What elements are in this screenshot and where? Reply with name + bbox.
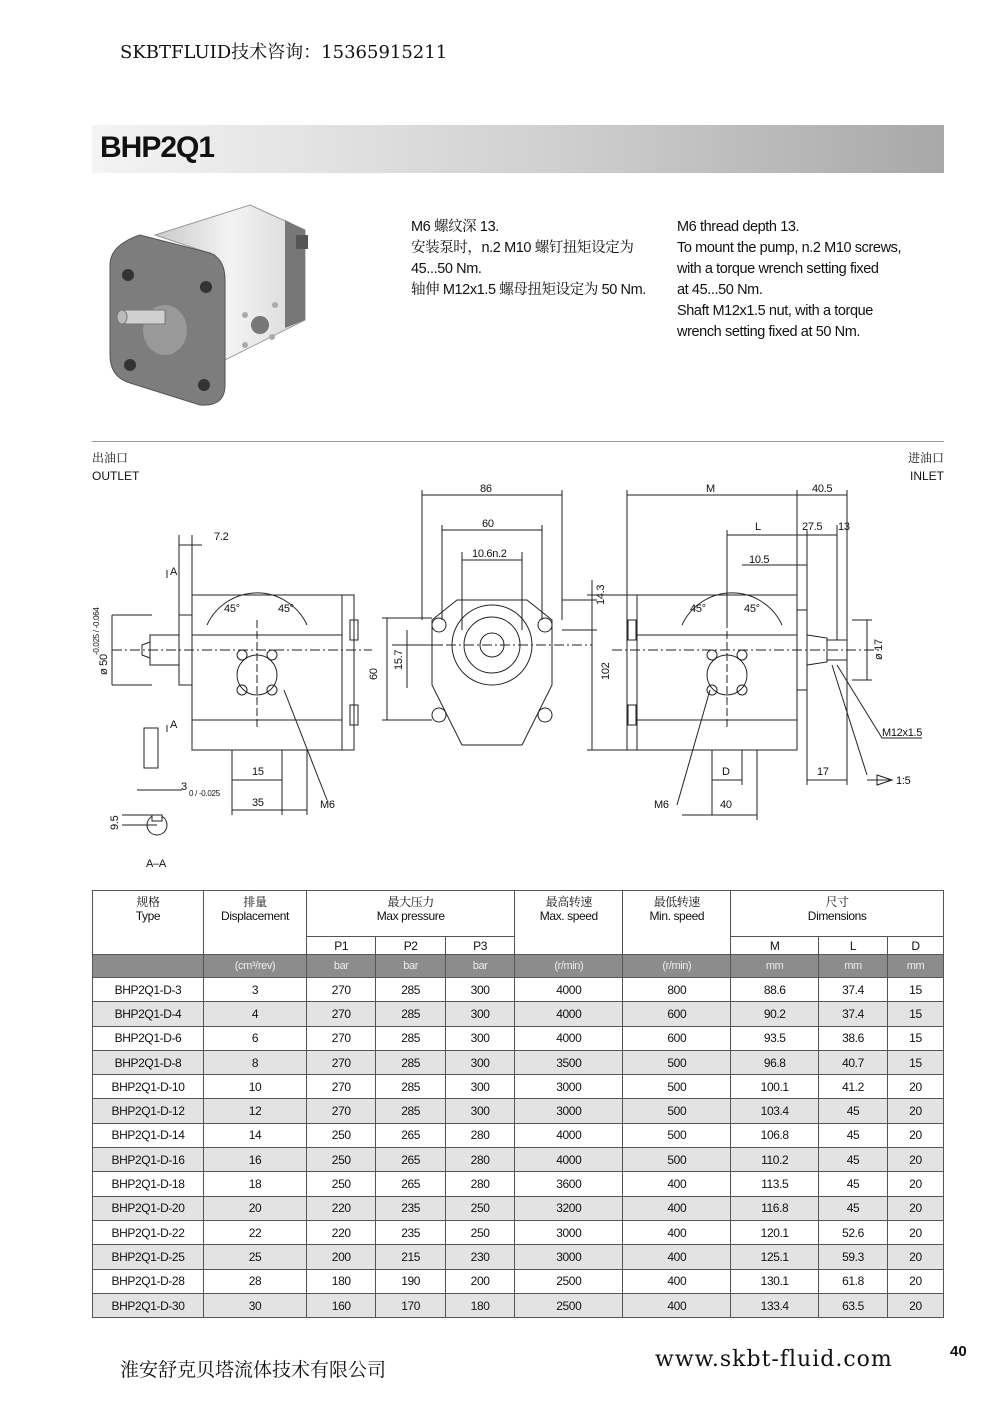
- table-row: [93, 1050, 944, 1074]
- table-cell: 20: [887, 1293, 943, 1317]
- table-cell: 800: [623, 978, 731, 1002]
- section-mark-a: A: [170, 566, 178, 578]
- note-line: Shaft M12x1.5 nut, with a torque: [677, 303, 873, 319]
- table-cell: 18: [204, 1172, 307, 1196]
- section-divider: [92, 441, 944, 442]
- table-row: [93, 1245, 944, 1269]
- dim-40-5: 40.5: [812, 483, 833, 495]
- table-cell: BHP2Q1-D-14: [93, 1123, 204, 1147]
- table-cell: 265: [376, 1172, 445, 1196]
- table-cell: 285: [376, 1050, 445, 1074]
- table-cell: 2500: [515, 1293, 623, 1317]
- table-cell: BHP2Q1-D-6: [93, 1026, 204, 1050]
- table-cell: 300: [445, 1026, 514, 1050]
- table-cell: 37.4: [819, 978, 888, 1002]
- table-cell: BHP2Q1-D-12: [93, 1099, 204, 1123]
- section-label: A–A: [146, 858, 166, 870]
- table-cell: 59.3: [819, 1245, 888, 1269]
- inlet-cn: 进油口: [907, 451, 944, 465]
- table-cell: 45: [819, 1172, 888, 1196]
- table-cell: 500: [623, 1148, 731, 1172]
- unit-cell: bar: [376, 955, 445, 978]
- table-cell: 285: [376, 1099, 445, 1123]
- table-cell: 22: [204, 1220, 307, 1244]
- dim-35: 35: [252, 797, 264, 809]
- table-cell: BHP2Q1-D-28: [93, 1269, 204, 1293]
- dim-m: M: [706, 483, 715, 495]
- table-cell: BHP2Q1-D-4: [93, 1002, 204, 1026]
- col-l: L: [819, 937, 888, 955]
- col-p1: P1: [307, 937, 376, 955]
- dim-13: 13: [838, 521, 850, 533]
- table-cell: 285: [376, 1002, 445, 1026]
- table-cell: 4000: [515, 1123, 623, 1147]
- dim-86: 86: [480, 483, 492, 495]
- dim-15: 15: [252, 766, 264, 778]
- table-cell: 285: [376, 978, 445, 1002]
- col-p3: P3: [445, 937, 514, 955]
- table-cell: 61.8: [819, 1269, 888, 1293]
- table-cell: 280: [445, 1148, 514, 1172]
- table-cell: 8: [204, 1050, 307, 1074]
- table-cell: 14: [204, 1123, 307, 1147]
- table-cell: 4000: [515, 1148, 623, 1172]
- table-cell: 20: [887, 1148, 943, 1172]
- dim-l: L: [755, 521, 761, 533]
- note-line: 安装泵时，n.2 M10 螺钉扭矩设定为: [411, 240, 634, 256]
- page-number: 40: [950, 1343, 967, 1360]
- footer-url[interactable]: www.skbt-fluid.com: [655, 1347, 893, 1372]
- table-row: [93, 1148, 944, 1172]
- table-cell: 400: [623, 1196, 731, 1220]
- unit-cell: mm: [731, 955, 819, 978]
- table-cell: 93.5: [731, 1026, 819, 1050]
- table-cell: 220: [307, 1196, 376, 1220]
- shaft-tolerance: -0.025 / -0.064: [92, 607, 101, 655]
- table-cell: 160: [307, 1293, 376, 1317]
- table-cell: 250: [307, 1123, 376, 1147]
- dim-60-width: 60: [482, 518, 494, 530]
- unit-cell: bar: [445, 955, 514, 978]
- table-cell: 20: [887, 1099, 943, 1123]
- header-contact: SKBTFLUID技术咨询：15365915211: [120, 42, 448, 63]
- table-cell: 10: [204, 1075, 307, 1099]
- dim-27-5: 27.5: [802, 521, 823, 533]
- table-cell: 20: [887, 1196, 943, 1220]
- inlet-en: INLET: [909, 469, 944, 483]
- dim-9-5: 9.5: [109, 815, 121, 830]
- dim-15-7: 15.7: [393, 649, 405, 670]
- table-row: [93, 1123, 944, 1147]
- table-cell: 20: [887, 1172, 943, 1196]
- table-cell: 2500: [515, 1269, 623, 1293]
- table-cell: 40.7: [819, 1050, 888, 1074]
- note-line: with a torque wrench setting fixed: [677, 261, 879, 277]
- table-cell: 270: [307, 1099, 376, 1123]
- table-cell: 180: [445, 1293, 514, 1317]
- table-cell: 400: [623, 1220, 731, 1244]
- note-line: To mount the pump, n.2 M10 screws,: [677, 240, 902, 256]
- table-cell: 300: [445, 1002, 514, 1026]
- table-cell: 41.2: [819, 1075, 888, 1099]
- table-row: [93, 1196, 944, 1220]
- table-row: [93, 1220, 944, 1244]
- footer-company: 淮安舒克贝塔流体技术有限公司: [120, 1359, 387, 1381]
- thread-m12: M12x1.5: [882, 727, 923, 739]
- table-cell: 285: [376, 1026, 445, 1050]
- table-cell: 4000: [515, 1002, 623, 1026]
- table-cell: 500: [623, 1075, 731, 1099]
- table-cell: 235: [376, 1220, 445, 1244]
- table-cell: 300: [445, 1075, 514, 1099]
- table-row: [93, 1099, 944, 1123]
- col-m: M: [731, 937, 819, 955]
- table-cell: 15: [887, 1026, 943, 1050]
- table-cell: 265: [376, 1123, 445, 1147]
- table-cell: 600: [623, 1002, 731, 1026]
- table-cell: 113.5: [731, 1172, 819, 1196]
- table-cell: 3: [204, 978, 307, 1002]
- dim-17: 17: [817, 766, 829, 778]
- unit-cell: [93, 955, 204, 978]
- table-cell: 3000: [515, 1245, 623, 1269]
- table-cell: 20: [887, 1123, 943, 1147]
- note-line: at 45...50 Nm.: [677, 282, 763, 298]
- table-cell: 400: [623, 1172, 731, 1196]
- table-cell: 400: [623, 1269, 731, 1293]
- table-cell: 250: [307, 1172, 376, 1196]
- table-cell: 133.4: [731, 1293, 819, 1317]
- table-cell: 120.1: [731, 1220, 819, 1244]
- dim-3: 3: [181, 781, 187, 793]
- spec-table: [92, 890, 944, 1318]
- unit-cell: (cm³/rev): [204, 955, 307, 978]
- units-row: [93, 955, 944, 978]
- dim-40: 40: [720, 799, 732, 811]
- table-cell: BHP2Q1-D-30: [93, 1293, 204, 1317]
- col-type: 规格 Type: [93, 891, 204, 955]
- left-view-body: [192, 595, 342, 750]
- table-cell: 270: [307, 978, 376, 1002]
- dim-14-3: 14.3: [595, 584, 607, 605]
- table-row: [93, 978, 944, 1002]
- thread-m6: M6: [654, 799, 669, 811]
- dim-60-height: 60: [368, 668, 380, 680]
- table-cell: 250: [307, 1148, 376, 1172]
- col-dimensions: 尺寸 Dimensions: [731, 891, 944, 937]
- table-cell: 3200: [515, 1196, 623, 1220]
- table-cell: 190: [376, 1269, 445, 1293]
- outlet-en: OUTLET: [92, 469, 140, 483]
- technical-drawing: [92, 470, 944, 880]
- table-row: [93, 1293, 944, 1317]
- table-cell: 110.2: [731, 1148, 819, 1172]
- shaft-diameter: ø 50: [98, 654, 110, 675]
- table-cell: 15: [887, 1050, 943, 1074]
- dim-102: 102: [600, 662, 612, 680]
- table-cell: 30: [204, 1293, 307, 1317]
- pump-photo: [100, 195, 315, 415]
- table-cell: 100.1: [731, 1075, 819, 1099]
- table-cell: 116.8: [731, 1196, 819, 1220]
- unit-cell: (r/min): [515, 955, 623, 978]
- table-cell: 88.6: [731, 978, 819, 1002]
- table-cell: 103.4: [731, 1099, 819, 1123]
- table-cell: 220: [307, 1220, 376, 1244]
- table-cell: 230: [445, 1245, 514, 1269]
- table-cell: 90.2: [731, 1002, 819, 1026]
- dim-d: D: [722, 766, 730, 778]
- table-row: [93, 1026, 944, 1050]
- table-row: [93, 1269, 944, 1293]
- table-cell: 500: [623, 1099, 731, 1123]
- thread-m6: M6: [320, 799, 335, 811]
- notes-chinese: [411, 217, 651, 301]
- table-cell: 250: [445, 1196, 514, 1220]
- table-row: [93, 1172, 944, 1196]
- col-p2: P2: [376, 937, 445, 955]
- table-cell: 45: [819, 1099, 888, 1123]
- table-cell: 280: [445, 1172, 514, 1196]
- right-view-body: [637, 595, 797, 750]
- table-cell: 500: [623, 1050, 731, 1074]
- angle-label: 45°: [224, 603, 240, 615]
- table-cell: 285: [376, 1075, 445, 1099]
- table-cell: 125.1: [731, 1245, 819, 1269]
- table-cell: 400: [623, 1245, 731, 1269]
- note-line: 45...50 Nm.: [411, 261, 482, 277]
- table-cell: 15: [887, 978, 943, 1002]
- table-cell: 500: [623, 1123, 731, 1147]
- table-cell: 28: [204, 1269, 307, 1293]
- table-cell: BHP2Q1-D-8: [93, 1050, 204, 1074]
- table-cell: 130.1: [731, 1269, 819, 1293]
- table-row: [93, 1075, 944, 1099]
- table-cell: 6: [204, 1026, 307, 1050]
- dim-10-5: 10.5: [749, 554, 770, 566]
- table-cell: 215: [376, 1245, 445, 1269]
- table-cell: 3600: [515, 1172, 623, 1196]
- table-cell: 3000: [515, 1220, 623, 1244]
- table-cell: 37.4: [819, 1002, 888, 1026]
- table-cell: 180: [307, 1269, 376, 1293]
- table-cell: 20: [204, 1196, 307, 1220]
- note-line: M6 thread depth 13.: [677, 219, 800, 235]
- table-cell: 3500: [515, 1050, 623, 1074]
- table-cell: BHP2Q1-D-3: [93, 978, 204, 1002]
- table-cell: 170: [376, 1293, 445, 1317]
- outlet-cn: 出油口: [92, 451, 129, 465]
- table-cell: 270: [307, 1002, 376, 1026]
- table-cell: 96.8: [731, 1050, 819, 1074]
- table-cell: BHP2Q1-D-10: [93, 1075, 204, 1099]
- table-cell: 200: [445, 1269, 514, 1293]
- table-cell: 280: [445, 1123, 514, 1147]
- table-cell: 4000: [515, 978, 623, 1002]
- table-cell: 20: [887, 1245, 943, 1269]
- section-mark-a: A: [170, 719, 178, 731]
- table-cell: 20: [887, 1220, 943, 1244]
- table-cell: 45: [819, 1196, 888, 1220]
- table-cell: 3000: [515, 1099, 623, 1123]
- note-line: wrench setting fixed at 50 Nm.: [677, 324, 861, 340]
- table-cell: 400: [623, 1293, 731, 1317]
- table-cell: 16: [204, 1148, 307, 1172]
- angle-label: 45°: [744, 603, 760, 615]
- dim-3-tolerance: 0 / -0.025: [189, 789, 220, 798]
- col-min-speed: 最低转速 Min. speed: [623, 891, 731, 955]
- table-cell: 270: [307, 1026, 376, 1050]
- table-cell: BHP2Q1-D-25: [93, 1245, 204, 1269]
- col-d: D: [887, 937, 943, 955]
- unit-cell: mm: [887, 955, 943, 978]
- table-cell: 300: [445, 1099, 514, 1123]
- table-cell: 52.6: [819, 1220, 888, 1244]
- table-cell: 15: [887, 1002, 943, 1026]
- table-cell: 265: [376, 1148, 445, 1172]
- table-cell: 38.6: [819, 1026, 888, 1050]
- taper-ratio: 1:5: [896, 775, 911, 787]
- table-cell: 300: [445, 1050, 514, 1074]
- table-cell: 270: [307, 1050, 376, 1074]
- table-cell: 25: [204, 1245, 307, 1269]
- note-line: M6 螺纹深 13.: [411, 219, 499, 235]
- table-cell: 4000: [515, 1026, 623, 1050]
- col-max-speed: 最高转速 Max. speed: [515, 891, 623, 955]
- table-row: [93, 1002, 944, 1026]
- table-cell: BHP2Q1-D-16: [93, 1148, 204, 1172]
- table-cell: 270: [307, 1075, 376, 1099]
- table-cell: 45: [819, 1123, 888, 1147]
- angle-label: 45°: [690, 603, 706, 615]
- table-cell: 12: [204, 1099, 307, 1123]
- page-title: BHP2Q1: [100, 131, 215, 164]
- table-cell: BHP2Q1-D-18: [93, 1172, 204, 1196]
- note-line: 轴伸 M12x1.5 螺母扭矩设定为 50 Nm.: [411, 282, 646, 298]
- table-cell: 600: [623, 1026, 731, 1050]
- title-bar: [92, 125, 944, 173]
- table-cell: 4: [204, 1002, 307, 1026]
- table-cell: 250: [445, 1220, 514, 1244]
- table-cell: 3000: [515, 1075, 623, 1099]
- dim-17-dia: ø 17: [873, 639, 885, 660]
- table-cell: 45: [819, 1148, 888, 1172]
- table-cell: 106.8: [731, 1123, 819, 1147]
- table-cell: 235: [376, 1196, 445, 1220]
- table-cell: 20: [887, 1269, 943, 1293]
- table-cell: BHP2Q1-D-22: [93, 1220, 204, 1244]
- table-cell: 20: [887, 1075, 943, 1099]
- table-cell: BHP2Q1-D-20: [93, 1196, 204, 1220]
- table-cell: 63.5: [819, 1293, 888, 1317]
- angle-label: 45°: [278, 603, 294, 615]
- table-cell: 200: [307, 1245, 376, 1269]
- col-max-pressure: 最大压力 Max pressure: [307, 891, 515, 937]
- unit-cell: bar: [307, 955, 376, 978]
- table-cell: 300: [445, 978, 514, 1002]
- notes-english: [677, 217, 907, 343]
- dim-10-6: 10.6n.2: [472, 548, 507, 560]
- unit-cell: mm: [819, 955, 888, 978]
- unit-cell: (r/min): [623, 955, 731, 978]
- dim-7-2: 7.2: [214, 531, 229, 543]
- col-displacement: 排量 Displacement: [204, 891, 307, 955]
